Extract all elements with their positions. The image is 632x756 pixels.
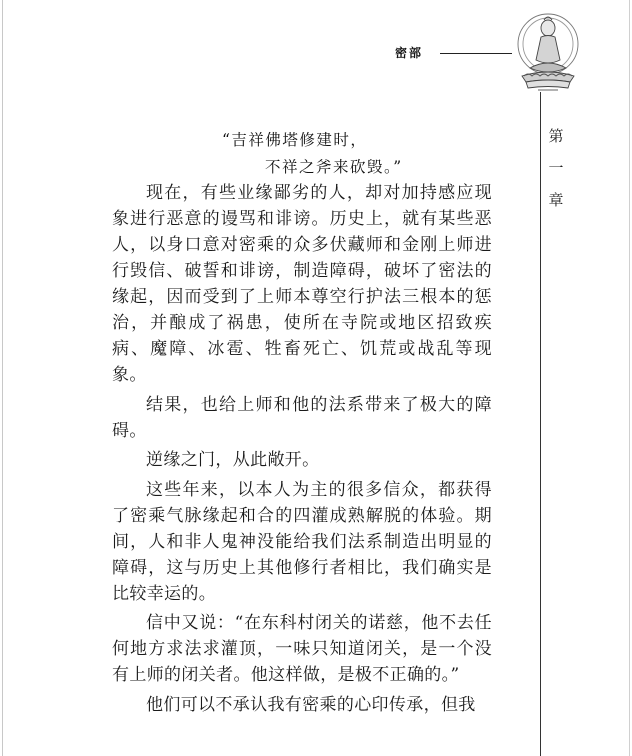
buddha-illustration [508, 10, 588, 94]
chapter-char: 第 [548, 127, 564, 145]
paragraph: 结果，也给上师和他的法系带来了极大的障碍。 [112, 394, 492, 441]
epigraph-line-2: 不祥之斧来砍毁。” [265, 158, 403, 176]
epigraph-line-1: “吉祥佛塔修建时， [222, 131, 368, 149]
side-vertical-rule [540, 92, 541, 756]
running-header-title: 密部 [395, 46, 424, 60]
page-left-border [2, 0, 3, 756]
paragraph: 这些年来，以本人为主的很多信众，都获得了密乘气脉缘起和合的四灌成熟解脱的体验。期间，人和非人鬼神没能给我们法系制造出明显的障碍，这与历史上其他修行者相比，我们确实是比较幸运的。 [112, 479, 492, 604]
body-text [112, 180, 492, 721]
paragraph: 信中又说：“在东科村闭关的诺慈，他不去任何地方求法求灌顶，一味只知道闭关，是一个没有上师的闭关者。他这样做，是极不正确的。” [112, 613, 492, 685]
paragraph: 现在，有些业缘鄙劣的人，却对加持感应现象进行恶意的谩骂和诽谤。历史上，就有某些恶人，以身口意对密乘的众多伏藏师和金刚上师进行毁信、破誓和诽谤，制造障碍，破坏了密法的缘起，因而受到了上师本尊空行护法三根本的惩治，并酿成了祸患，使所在寺院或地区招致疾病、魔障、冰雹、牲畜死亡、饥荒或战乱等现象。 [112, 183, 492, 385]
chapter-char: 一 [548, 159, 564, 177]
chapter-char: 章 [548, 191, 564, 209]
paragraph: 逆缘之门，从此敞开。 [146, 450, 320, 470]
paragraph: 他们可以不承认我有密乘的心印传承，但我 [146, 694, 476, 715]
page-right-border [629, 0, 630, 756]
header-rule [440, 53, 512, 54]
